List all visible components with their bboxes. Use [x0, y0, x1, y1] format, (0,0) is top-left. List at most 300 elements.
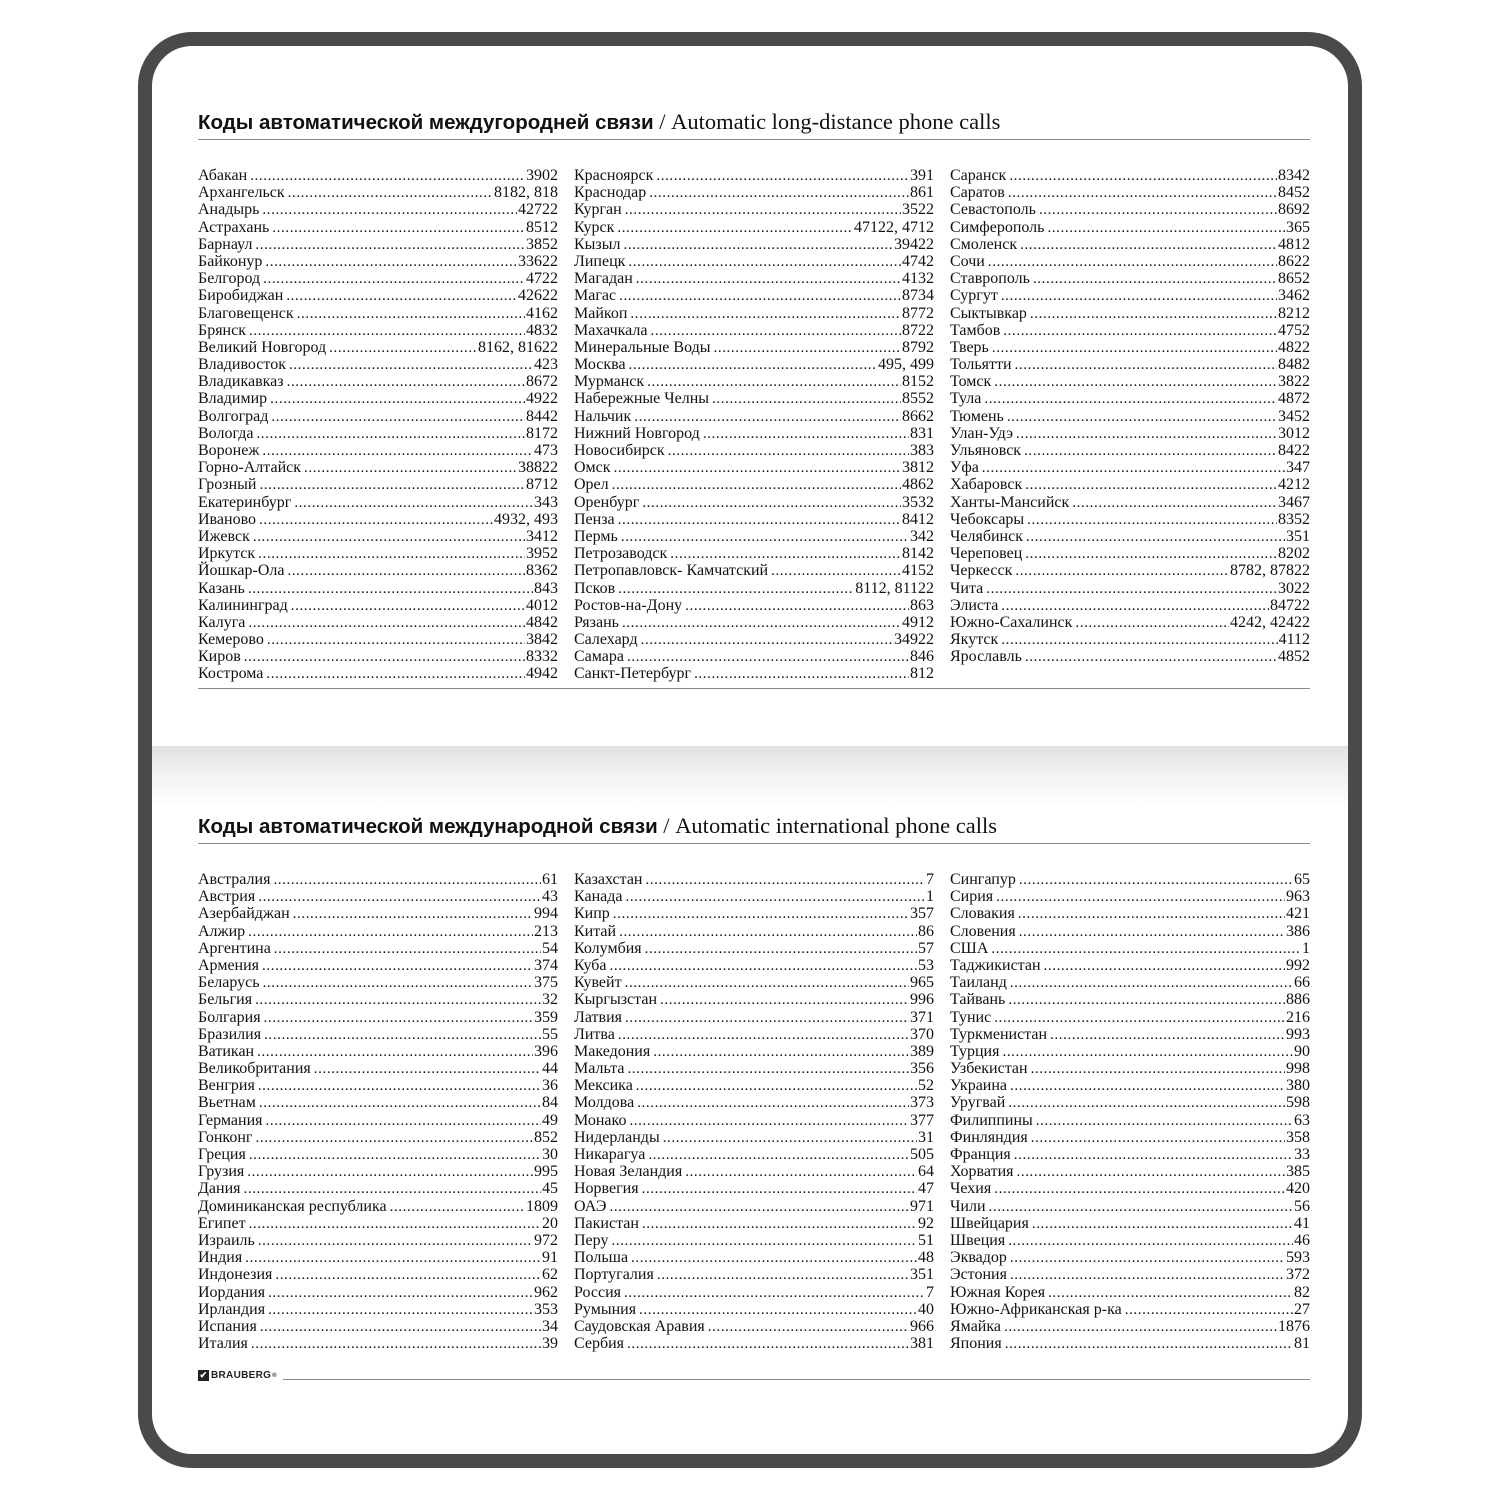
entry-code: 4212: [1278, 476, 1310, 494]
entry-name: Уругвай: [950, 1094, 1006, 1112]
list-item: [198, 940, 558, 957]
entry-name: Черкесск: [950, 562, 1013, 580]
dot-leader: [258, 889, 541, 906]
entry-code: 62: [542, 1266, 558, 1284]
entry-code: 3842: [526, 631, 558, 649]
dot-leader: [1008, 992, 1285, 1009]
dot-leader: [293, 906, 533, 923]
list-item: [950, 373, 1310, 390]
entry-name: Архангельск: [198, 184, 285, 202]
dot-leader: [625, 975, 909, 992]
entry-code: 82: [1294, 1283, 1310, 1301]
list-item: [198, 184, 558, 201]
entry-code: 8482: [1278, 356, 1310, 374]
dot-leader: [1005, 1336, 1293, 1353]
list-item: [574, 1163, 934, 1180]
list-item: [198, 1009, 558, 1026]
dot-leader: [1001, 632, 1277, 649]
dot-leader: [262, 958, 533, 975]
entry-code: 8162, 81622: [478, 338, 558, 356]
dot-leader: [642, 1181, 917, 1198]
list-item: [950, 1284, 1310, 1301]
dot-leader: [248, 924, 533, 941]
entry-name: Владивосток: [198, 356, 286, 374]
entry-code: 8672: [526, 373, 558, 391]
dot-leader: [1019, 872, 1293, 889]
dot-leader: [634, 409, 901, 426]
entry-code: 8412: [902, 510, 934, 528]
list-item: [574, 1094, 934, 1111]
list-item: [574, 957, 934, 974]
entry-code: 86: [918, 922, 934, 940]
code-column: [574, 871, 934, 1352]
code-column: [198, 871, 558, 1352]
list-item: [198, 1043, 558, 1060]
dot-leader: [1031, 1061, 1285, 1078]
list-item: [950, 511, 1310, 528]
dot-leader: [1016, 426, 1277, 443]
entry-name: Словения: [950, 922, 1016, 940]
dot-leader: [1072, 495, 1277, 512]
list-item: [198, 167, 558, 184]
entry-code: 44: [542, 1060, 558, 1078]
entry-name: Египет: [198, 1214, 246, 1232]
dot-leader: [275, 1267, 541, 1284]
list-item: [574, 991, 934, 1008]
dot-leader: [992, 340, 1277, 357]
dot-leader: [270, 391, 525, 408]
list-item: [950, 1112, 1310, 1129]
list-item: [574, 1318, 934, 1335]
entry-name: Кыргызстан: [574, 991, 658, 1009]
entry-code: 8652: [1278, 270, 1310, 288]
entry-code: 216: [1286, 1008, 1310, 1026]
entry-code: 375: [534, 974, 558, 992]
entry-name: Литва: [574, 1025, 615, 1043]
list-item: [574, 1043, 934, 1060]
dot-leader: [1010, 975, 1293, 992]
dot-leader: [642, 1216, 917, 1233]
dot-leader: [991, 941, 1301, 958]
entry-name: Белгород: [198, 270, 261, 288]
page-fold-shadow: [152, 746, 1348, 808]
entry-code: 8212: [1278, 304, 1310, 322]
list-item: [950, 974, 1310, 991]
entry-name: Брянск: [198, 321, 246, 339]
entry-name: ОАЭ: [574, 1197, 607, 1215]
list-item: [950, 1146, 1310, 1163]
entry-code: 4932, 493: [494, 510, 558, 528]
entry-name: Пермь: [574, 527, 618, 545]
entry-name: Никарагуа: [574, 1146, 646, 1163]
entry-name: Калуга: [198, 613, 246, 631]
entry-name: Кувейт: [574, 974, 622, 992]
dot-leader: [1003, 323, 1277, 340]
list-item: [574, 1026, 934, 1043]
list-item: [950, 1215, 1310, 1232]
list-item: [574, 1146, 934, 1163]
code-column: [950, 871, 1310, 1352]
entry-code: 886: [1286, 991, 1310, 1009]
entry-name: Вьетнам: [198, 1094, 256, 1112]
dot-leader: [264, 1010, 533, 1027]
entry-code: 27: [1294, 1300, 1310, 1318]
entry-code: 1809: [526, 1197, 558, 1215]
entry-name: Тольятти: [950, 356, 1012, 374]
entry-name: Екатеринбург: [198, 493, 292, 511]
entry-name: Нальчик: [574, 407, 632, 425]
entry-code: 381: [910, 1335, 934, 1353]
dot-leader: [631, 1250, 917, 1267]
list-item: [950, 1077, 1310, 1094]
entry-code: 8112, 81122: [855, 579, 934, 597]
list-item: [198, 201, 558, 218]
entry-name: Майкоп: [574, 304, 628, 322]
dot-leader: [266, 1113, 542, 1130]
list-item: [198, 1163, 558, 1180]
list-item: [574, 871, 934, 888]
dot-leader: [771, 563, 901, 580]
list-item: [950, 1301, 1310, 1318]
entry-name: Россия: [574, 1283, 622, 1301]
entry-name: Смоленск: [950, 235, 1018, 253]
entry-code: 41: [1294, 1214, 1310, 1232]
entry-code: 3412: [526, 527, 558, 545]
entry-code: 383: [910, 442, 934, 459]
entry-name: Новая Зеландия: [574, 1163, 683, 1181]
list-item: [950, 957, 1310, 974]
entry-code: 365: [1286, 218, 1310, 236]
list-item: [950, 287, 1310, 304]
entry-code: 8792: [902, 338, 934, 356]
entry-name: Сыктывкар: [950, 304, 1027, 322]
entry-code: 64: [918, 1163, 934, 1181]
dot-leader: [1030, 306, 1277, 323]
dot-leader: [1002, 1044, 1293, 1061]
entry-name: Якутск: [950, 631, 999, 649]
list-item: [574, 184, 934, 201]
entry-code: 3467: [1278, 493, 1310, 511]
list-item: [574, 545, 934, 562]
list-item: [574, 648, 934, 665]
dot-leader: [274, 941, 541, 958]
dot-leader: [703, 426, 909, 443]
entry-code: 3022: [1278, 579, 1310, 597]
list-item: [950, 1009, 1310, 1026]
entry-name: Индонезия: [198, 1266, 273, 1284]
entry-code: 374: [534, 956, 558, 974]
list-item: [198, 253, 558, 270]
dot-leader: [1004, 1319, 1277, 1336]
entry-name: Хабаровск: [950, 476, 1023, 494]
dot-leader: [1019, 924, 1285, 941]
list-item: [198, 631, 558, 648]
dot-leader: [627, 1061, 909, 1078]
entry-name: Рязань: [574, 613, 619, 631]
entry-code: 39: [542, 1335, 558, 1353]
entry-name: Великобритания: [198, 1060, 311, 1078]
entry-code: 65: [1294, 871, 1310, 888]
list-item: [198, 236, 558, 253]
entry-code: 3452: [1278, 407, 1310, 425]
entry-code: 54: [542, 939, 558, 957]
dot-leader: [251, 1336, 541, 1353]
entry-code: 389: [910, 1042, 934, 1060]
entry-code: 3522: [902, 201, 934, 219]
entry-name: Нидерланды: [574, 1128, 660, 1146]
entry-name: Томск: [950, 373, 992, 391]
entry-name: Филиппины: [950, 1111, 1033, 1129]
dot-leader: [994, 1010, 1285, 1027]
entry-name: Доминиканская республика: [198, 1197, 387, 1215]
long-distance-section: [198, 108, 1310, 683]
list-item: [950, 322, 1310, 339]
dot-leader: [244, 1181, 542, 1198]
list-item: [950, 1198, 1310, 1215]
entry-name: Вологда: [198, 424, 254, 442]
entry-code: 8342: [1278, 167, 1310, 184]
footer: [198, 1370, 1310, 1381]
entry-name: Испания: [198, 1317, 257, 1335]
entry-name: Севастополь: [950, 201, 1036, 219]
entry-code: 4722: [526, 270, 558, 288]
list-item: [574, 1301, 934, 1318]
entry-name: Бразилия: [198, 1025, 262, 1043]
long-distance-columns: [198, 167, 1310, 683]
list-item: [950, 442, 1310, 459]
entry-code: 8622: [1278, 252, 1310, 270]
entry-code: 8734: [902, 287, 934, 305]
list-item: [198, 957, 558, 974]
list-item: [574, 356, 934, 373]
dot-leader: [621, 529, 909, 546]
entry-name: Магас: [574, 287, 617, 305]
list-item: [574, 270, 934, 287]
entry-code: 33: [1294, 1146, 1310, 1163]
entry-code: 421: [1286, 905, 1310, 923]
list-item: [574, 1198, 934, 1215]
entry-code: 3952: [526, 545, 558, 563]
list-item: [198, 1129, 558, 1146]
entry-name: Пакистан: [574, 1214, 639, 1232]
entry-name: Липецк: [574, 252, 626, 270]
entry-name: Азербайджан: [198, 905, 290, 923]
entry-code: 359: [534, 1008, 558, 1026]
entry-name: Чехия: [950, 1180, 992, 1198]
list-item: [198, 1335, 558, 1352]
dot-leader: [639, 1302, 917, 1319]
entry-code: 8782, 87822: [1230, 562, 1310, 580]
entry-code: 3532: [902, 493, 934, 511]
entry-name: Сургут: [950, 287, 998, 305]
entry-name: Курган: [574, 201, 622, 219]
list-item: [198, 322, 558, 339]
list-item: [574, 528, 934, 545]
list-item: [950, 201, 1310, 218]
list-item: [574, 1180, 934, 1197]
entry-code: 593: [1286, 1249, 1310, 1267]
list-item: [950, 631, 1310, 648]
entry-code: 962: [534, 1283, 558, 1301]
entry-name: Иваново: [198, 510, 257, 528]
dot-leader: [694, 666, 909, 683]
entry-code: 373: [910, 1094, 934, 1112]
dot-leader: [1125, 1302, 1293, 1319]
list-item: [950, 459, 1310, 476]
entry-code: 91: [542, 1249, 558, 1267]
list-item: [198, 459, 558, 476]
list-item: [198, 1180, 558, 1197]
list-item: [198, 511, 558, 528]
list-item: [574, 1060, 934, 1077]
entry-code: 971: [910, 1197, 934, 1215]
entry-code: 598: [1286, 1094, 1310, 1112]
list-item: [950, 597, 1310, 614]
list-item: [198, 665, 558, 682]
entry-code: 34922: [894, 631, 934, 649]
entry-code: 396: [534, 1042, 558, 1060]
dot-leader: [255, 992, 541, 1009]
dot-leader: [642, 495, 901, 512]
entry-name: Йошкар-Ола: [198, 562, 285, 580]
entry-name: Германия: [198, 1111, 263, 1129]
entry-code: 863: [910, 596, 934, 614]
list-item: [574, 476, 934, 493]
entry-code: 386: [1286, 922, 1310, 940]
entry-code: 52: [918, 1077, 934, 1095]
dot-leader: [685, 598, 909, 615]
dot-leader: [1001, 288, 1277, 305]
dot-leader: [982, 460, 1285, 477]
entry-name: Симферополь: [950, 218, 1045, 236]
dot-leader: [617, 220, 853, 237]
entry-code: 8202: [1278, 545, 1310, 563]
entry-code: 1876: [1278, 1317, 1310, 1335]
list-item: [950, 1043, 1310, 1060]
entry-code: 63: [1294, 1111, 1310, 1129]
entry-name: Волгоград: [198, 407, 269, 425]
entry-code: 370: [910, 1025, 934, 1043]
long-distance-heading: [198, 108, 1310, 137]
dot-leader: [262, 443, 533, 460]
entry-code: 347: [1286, 459, 1310, 477]
list-item: [198, 1146, 558, 1163]
entry-name: Колумбия: [574, 939, 642, 957]
list-item: [198, 974, 558, 991]
entry-name: Чита: [950, 579, 984, 597]
list-item: [574, 1009, 934, 1026]
list-item: [574, 940, 934, 957]
entry-name: Беларусь: [198, 974, 260, 992]
list-item: [198, 425, 558, 442]
list-item: [950, 356, 1310, 373]
entry-name: Москва: [574, 356, 626, 374]
dot-leader: [984, 391, 1277, 408]
dot-leader: [629, 1113, 909, 1130]
entry-name: Пенза: [574, 510, 615, 528]
list-item: [574, 1215, 934, 1232]
list-item: [198, 305, 558, 322]
list-item: [950, 236, 1310, 253]
dot-leader: [645, 941, 917, 958]
entry-name: Астрахань: [198, 218, 270, 236]
list-item: [950, 545, 1310, 562]
list-item: [950, 1026, 1310, 1043]
entry-code: 3012: [1278, 424, 1310, 442]
list-item: [198, 648, 558, 665]
dot-leader: [268, 1285, 533, 1302]
entry-name: Тула: [950, 390, 982, 408]
dot-leader: [297, 306, 525, 323]
entry-code: 371: [910, 1008, 934, 1026]
list-item: [950, 1318, 1310, 1335]
list-item: [574, 597, 934, 614]
dot-leader: [647, 374, 901, 391]
entry-name: Тамбов: [950, 321, 1001, 339]
entry-code: 4922: [526, 390, 558, 408]
list-item: [198, 614, 558, 631]
dot-leader: [986, 581, 1277, 598]
dot-leader: [287, 563, 525, 580]
entry-name: Ставрополь: [950, 270, 1030, 288]
dot-leader: [289, 357, 533, 374]
dot-leader: [618, 512, 901, 529]
entry-name: Норвегия: [574, 1180, 639, 1198]
dot-leader: [314, 1061, 541, 1078]
entry-code: 4832: [526, 321, 558, 339]
list-item: [198, 1094, 558, 1111]
entry-code: 972: [534, 1231, 558, 1249]
dot-leader: [258, 546, 525, 563]
list-item: [198, 991, 558, 1008]
entry-code: 56: [1294, 1197, 1310, 1215]
list-item: [950, 408, 1310, 425]
dot-leader: [1010, 1250, 1285, 1267]
entry-name: Ростов-на-Дону: [574, 596, 683, 614]
list-item: [574, 923, 934, 940]
entry-code: 34: [542, 1317, 558, 1335]
dot-leader: [248, 615, 525, 632]
dot-leader: [273, 872, 541, 889]
entry-name: Сочи: [950, 252, 985, 270]
dot-leader: [259, 1095, 541, 1112]
registered-mark: ®: [272, 1372, 277, 1379]
list-item: [198, 270, 558, 287]
list-item: [198, 597, 558, 614]
entry-name: Псков: [574, 579, 616, 597]
dot-leader: [622, 615, 901, 632]
dot-leader: [1026, 529, 1285, 546]
dot-leader: [247, 1164, 533, 1181]
entry-name: Оренбург: [574, 493, 640, 511]
list-item: [574, 1284, 934, 1301]
dot-leader: [641, 632, 893, 649]
entry-code: 4132: [902, 270, 934, 288]
dot-leader: [1010, 1267, 1285, 1284]
dot-leader: [1032, 1216, 1293, 1233]
list-item: [198, 562, 558, 579]
entry-code: 380: [1286, 1077, 1310, 1095]
entry-name: Хорватия: [950, 1163, 1014, 1181]
entry-name: Тверь: [950, 338, 989, 356]
entry-name: Орел: [574, 476, 609, 494]
list-item: [574, 442, 934, 459]
dot-leader: [618, 1027, 909, 1044]
entry-name: Красноярск: [574, 167, 654, 184]
dot-leader: [663, 1130, 917, 1147]
entry-name: Ямайка: [950, 1317, 1001, 1335]
dot-leader: [1024, 443, 1277, 460]
